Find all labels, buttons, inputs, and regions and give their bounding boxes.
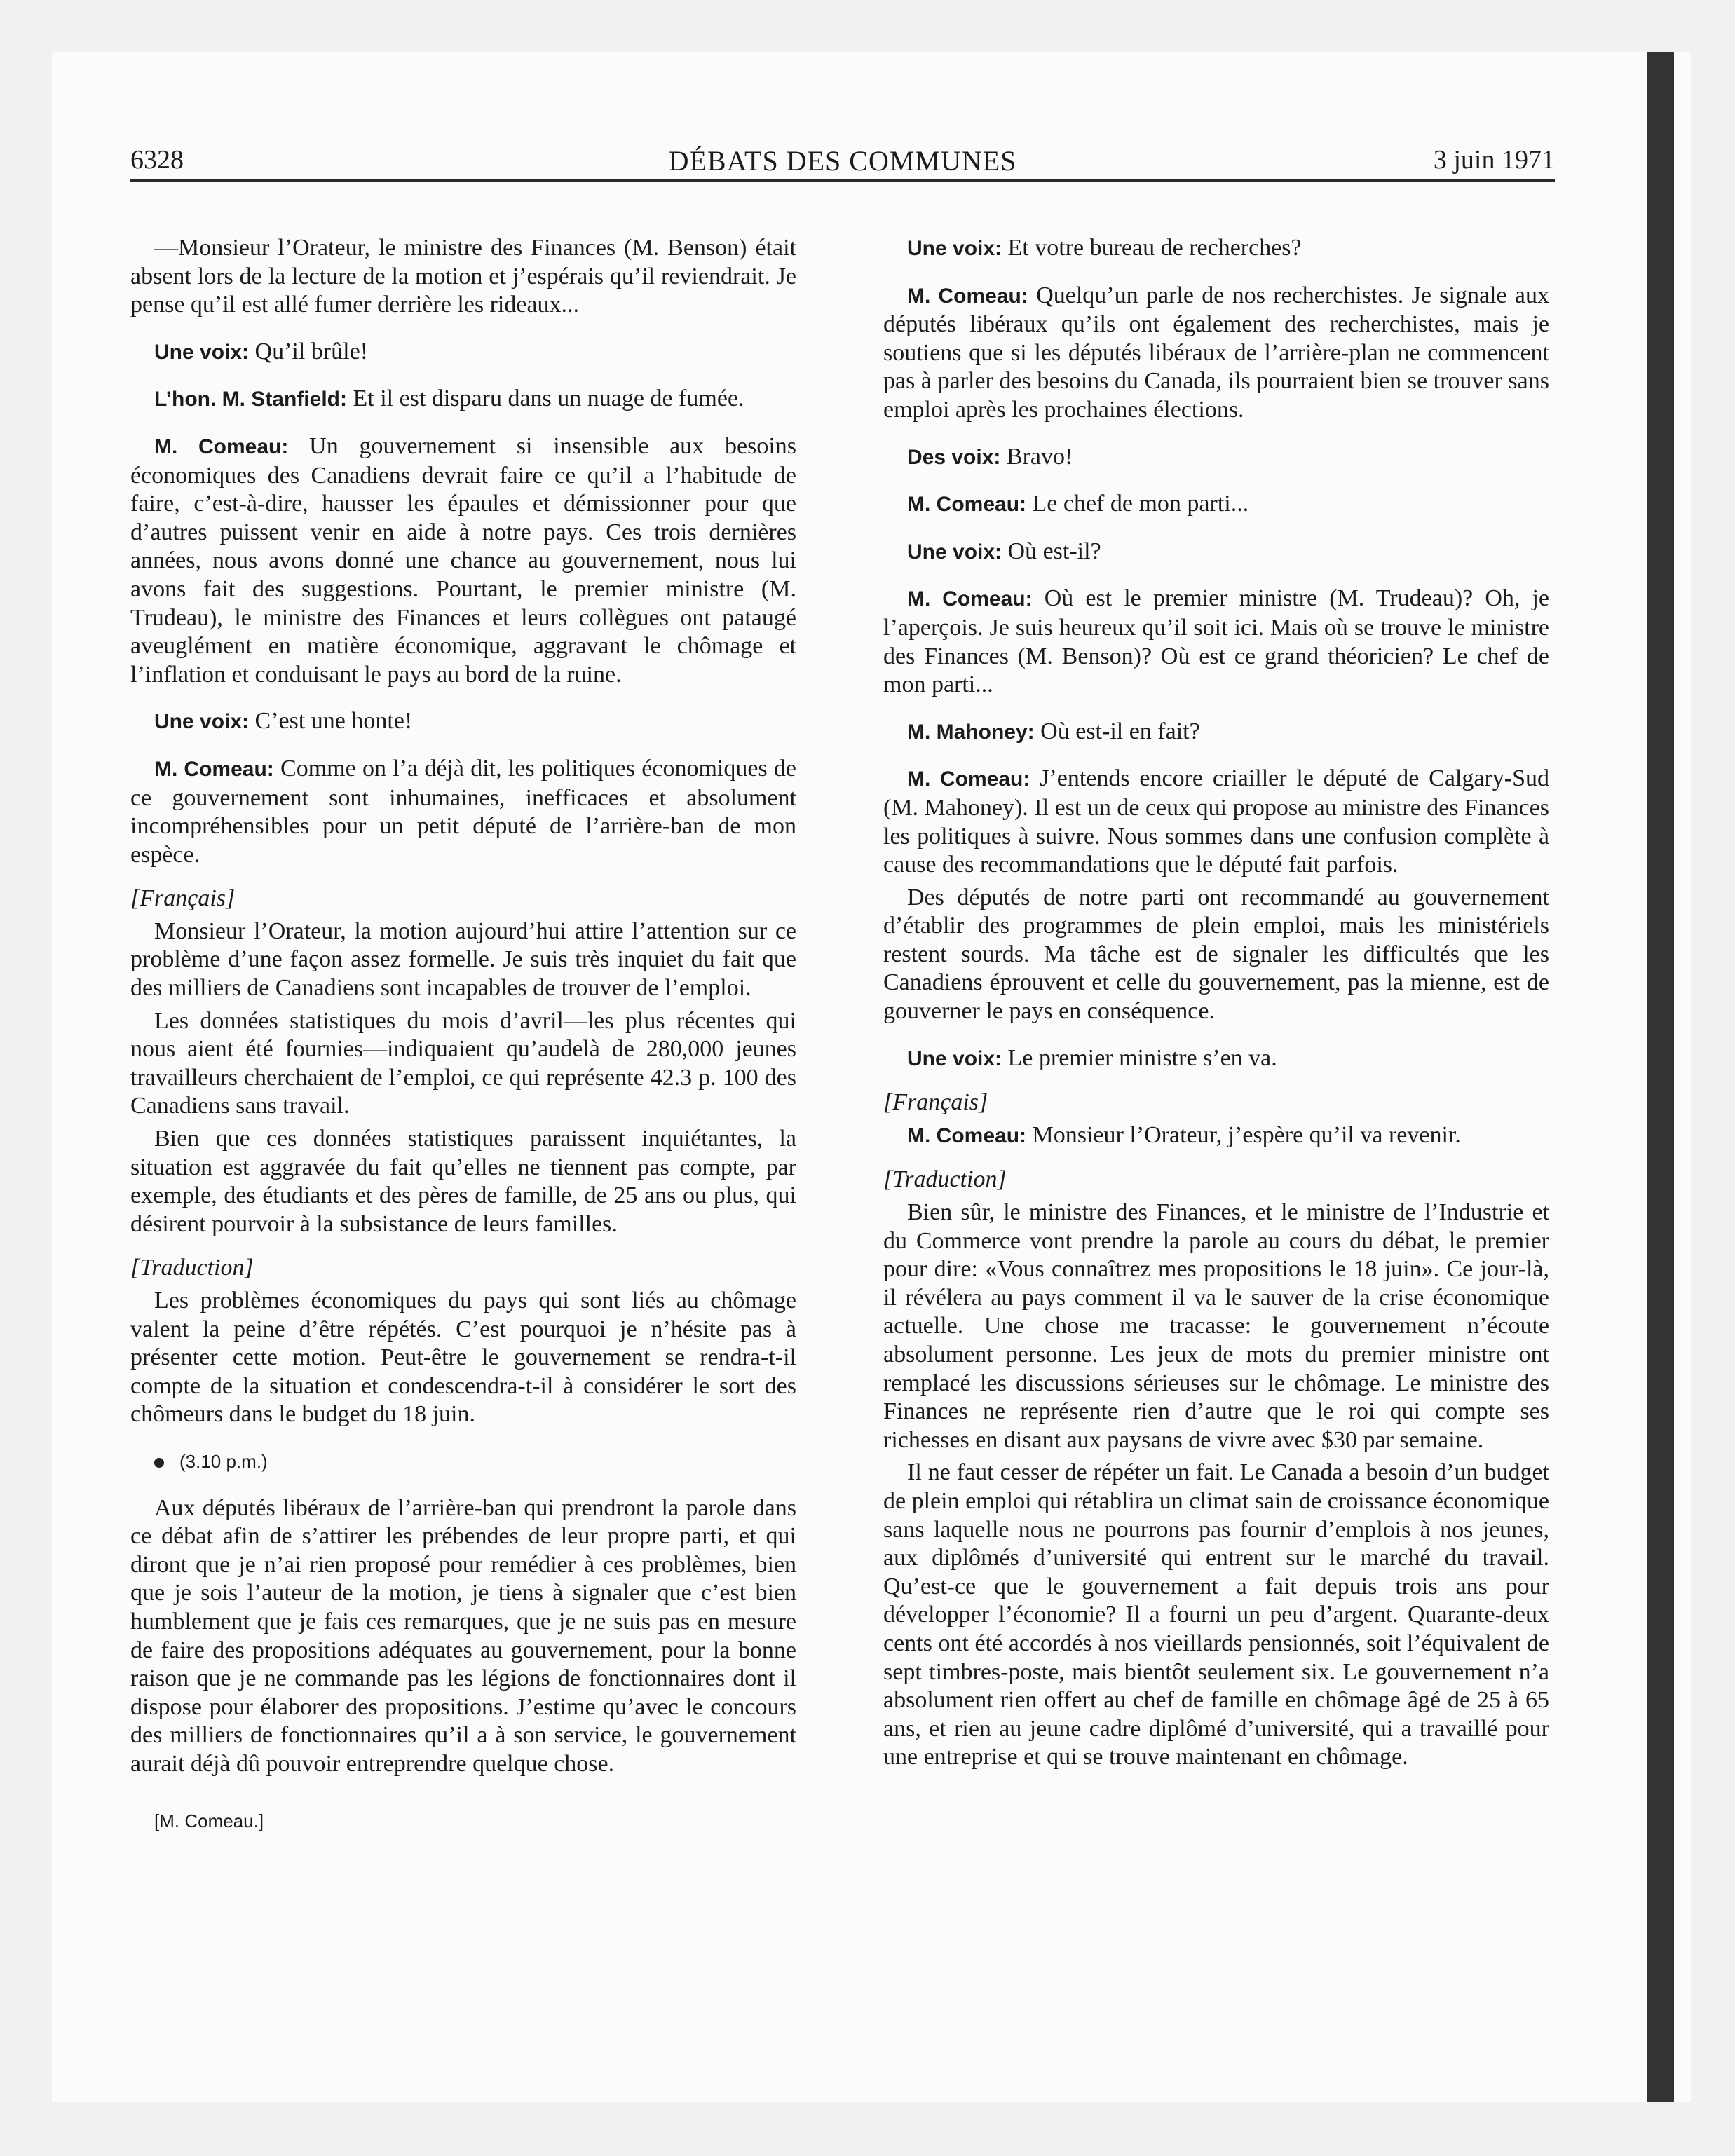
paragraph-text: Et il est disparu dans un nuage de fumée. [353,386,744,412]
paragraph-text: Et votre bureau de recherches? [1007,235,1302,261]
speaker-continuation: [M. Comeau.] [154,1810,264,1831]
speaker-name: Une voix: [907,540,1002,564]
paragraph-text: Le chef de mon parti... [1032,491,1249,517]
speaker-name: M. Comeau: [907,284,1028,308]
bullet-icon [154,1458,164,1468]
paragraph-text: Où est-il en fait? [1040,718,1200,744]
language-marker: [Français] [883,1089,988,1116]
time-text: (3.10 p.m.) [179,1450,268,1472]
speaker-name: Des voix: [907,445,1001,469]
speaker-name: Une voix: [907,237,1002,260]
body-paragraph [883,884,1549,1026]
speaker-name: M. Comeau: [154,757,274,781]
speaker-name: M. Comeau: [907,587,1033,611]
speaker-name: L’hon. M. Stanfield: [154,388,347,411]
paragraph-text: Où est-il? [1007,538,1101,564]
speech-paragraph [883,765,1549,879]
paragraph-text: Qu’il brûle! [254,338,368,364]
speech-paragraph [883,585,1549,699]
speaker-name: Une voix: [907,1046,1002,1070]
paragraph-text: Aux députés libéraux de l’arrière-ban qui prendront la parole dans ce débat afin de s’attirer les prébendes de leur propre parti, et qui diront que je n’ai rien proposé pour remédier à ces problèmes, bien que je sois l’auteur de la motion, je tiens à signaler que c’est bien humblement que je fais ces remarques, que je ne suis pas en mesure de faire des propositions adéquates au gouvernement, pour la bonne raison que je ne commande pas les légions de fonctionnaires dont il dispose pour élaborer des propositions. J’estime qu’avec le concours des milliers de fonctionnaires qu’il a à son service, le gouvernement aurait déjà dû pouvoir entreprendre quelque chose. [130,1494,796,1777]
paragraph-text: Le premier ministre s’en va. [1007,1044,1277,1071]
paragraph-text: Les données statistiques du mois d’avril—les plus récentes qui nous aient été fournies—indiquaient qu’audelà de 280,000 jeunes travailleurs cherchaient de l’emploi, ce qui représente 42.3 p. 100 des Canadiens sans travail. [130,1007,796,1119]
speech-paragraph [130,707,796,737]
body-paragraph [130,1494,796,1779]
time-marker [154,1447,796,1476]
paragraph-text: Il ne faut cesser de répéter un fait. Le Canada a besoin d’un budget de plein emploi qui rétablira un climat sain de croissance économique sans laquelle nous ne pourrons pas fournir d’emplois à nos jeunes, aux diplômés d’université qui entrent sur le marché du travail. Qu’est-ce que le gouvernement a fait depuis trois ans pour développer l’économie? Il a fourni un peu d’argent. Quarante-deux cents ont été accordés à nos vieillards pensionnés, soit l’équivalent de sept timbres-poste, mais bientôt seulement six. Le gouvernement n’a absolument rien offert au chef de famille en chômage âgé de 25 à 65 ans, et rien au jeune cadre diplômé d’université, qui a travaillé pour une entreprise et qui se trouve maintenant en chômage. [883,1459,1549,1770]
language-marker: [Français] [130,885,236,912]
body-paragraph [130,1007,796,1121]
body-paragraph [883,1459,1549,1772]
paragraph-text: Des députés de notre parti ont recommandé au gouvernement d’établir des programmes de plein emploi, mais les ministériels restent sourds. Ma tâche est de signaler les difficultés que les Canadiens éprouvent et celle du gouvernement, pas la mienne, est de gouverner le pays en conséquence. [883,884,1549,1025]
right-column [883,234,1549,1776]
language-marker: [Traduction] [883,1166,1007,1193]
paragraph-text: Un gouvernement si insensible aux besoins économiques des Canadiens devrait faire ce qu’il a l’habitude de faire, c’est-à-dire, hausser les épaules et démissionner pour que d’autres puissent venir en aide à notre pays. Ces trois dernières années, nous avons donné une chance au gouvernement, nous lui avons fait des suggestions. Pourtant, le premier ministre (M. Trudeau), le ministre des Finances et leurs collègues ont pataugé aveuglément en matière économique, aggravant le chômage et l’inflation et conduisant le pays au bord de la ruine. [130,432,796,688]
paragraph-text: Comme on l’a déjà dit, les politiques économiques de ce gouvernement sont inhumaines, inefficaces et absolument incompréhensibles pour un petit député de l’arrière-ban de mon espèce. [130,755,797,868]
paragraph-text: Monsieur l’Orateur, j’espère qu’il va revenir. [1032,1121,1461,1148]
body-paragraph [883,1199,1549,1454]
paragraph-text: Bien que ces données statistiques paraissent inquiétantes, la situation est aggravée du fait qu’elles ne tiennent pas compte, par exemple, des étudiants et des pères de famille, de 25 ans ou plus, qui désirent pourvoir à la subsistance de leurs familles. [130,1126,796,1237]
scan-edge [1647,52,1674,2102]
body-paragraph [130,234,796,320]
body-paragraph [130,917,796,1003]
speech-paragraph [130,385,796,414]
body-paragraph [130,1125,796,1239]
paragraph-text: Quelqu’un parle de nos recherchistes. Je signale aux députés libéraux qu’ils ont également des recherchistes, mais je soutiens que si les députés libéraux de l’arrière-plan ne commencent pas à parler des besoins du Canada, ils pourraient bien se trouver sans emploi après les prochaines élections. [883,282,1550,423]
speech-paragraph [883,1044,1549,1074]
speech-paragraph [883,490,1549,519]
speech-paragraph [883,538,1549,567]
speaker-name: Une voix: [154,710,250,734]
speaker-name: M. Comeau: [907,767,1030,791]
speaker-name: M. Comeau: [907,493,1027,517]
paragraph-text: Bien sûr, le ministre des Finances, et le ministre de l’Industrie et du Commerce vont prendre la parole au cours du débat, le premier pour dire: «Vous connaîtrez mes propositions le 18 juin». Ce jour-là, il révélera au pays comment il va le sauver de la crise économique actuelle. Une chose me tracasse: le gouvernement n’écoute absolument personne. Les jeux de mots du premier ministre ont remplacé les discussions sérieuses sur le chômage. Le ministre des Finances ne représente rien d’autre que le roi qui compte ses richesses en disant aux paysans de vivre avec $30 par semaine. [883,1199,1549,1453]
speech-paragraph [883,234,1549,264]
speech-paragraph [883,718,1549,747]
left-column [130,234,796,1835]
speech-paragraph [883,1121,1549,1151]
speech-paragraph [130,432,796,689]
publication-title: DÉBATS DES COMMUNES [668,145,1017,177]
paragraph-text: —Monsieur l’Orateur, le ministre des Finances (M. Benson) était absent lors de la lecture de la motion et j’espérais qu’il reviendrait. Je pense qu’il est allé fumer derrière les rideaux... [130,235,796,318]
paragraph-text: Où est le premier ministre (M. Trudeau)? Oh, je l’aperçois. Je suis heureux qu’il soit ici. Mais où se trouve le ministre des Finances (M. Benson)? Où est ce grand théoricien? Le chef de mon parti... [883,585,1550,698]
speaker-name: M. Mahoney: [907,720,1035,744]
issue-date: 3 juin 1971 [1433,145,1555,175]
body-paragraph [130,1287,796,1429]
paragraph-text: Les problèmes économiques du pays qui sont liés au chômage valent la peine d’être répétés. C’est pourquoi je n’hésite pas à présenter cette motion. Peut-être le gouvernement se rendra-t-il compte de la situation et condescendra-t-il à considérer le sort des chômeurs dans le budget du 18 juin. [130,1288,796,1428]
speech-paragraph [130,338,796,367]
paragraph-text: Bravo! [1006,443,1073,470]
paragraph-text: C’est une honte! [254,708,413,735]
page-number: 6328 [130,145,184,175]
language-marker: [Traduction] [130,1255,254,1281]
paragraph-text: Monsieur l’Orateur, la motion aujourd’hui attire l’attention sur ce problème d’une façon assez formelle. Je suis très inquiet du fait que des milliers de Canadiens sont incapables de trouver de l’emploi. [130,917,796,1002]
page-header [130,140,1555,182]
speaker-name: M. Comeau: [907,1124,1027,1147]
speaker-name: Une voix: [154,340,250,364]
speech-paragraph [883,282,1549,425]
speaker-name: M. Comeau: [154,435,289,458]
paragraph-text: J’entends encore criailler le député de Calgary-Sud (M. Mahoney). Il est un de ceux qui propose au ministre des Finances les politiques à suivre. Nous sommes dans une confusion complète à cause des recommandations que le député fait parfois. [883,765,1550,878]
speech-paragraph [883,443,1549,472]
speech-paragraph [130,755,796,869]
